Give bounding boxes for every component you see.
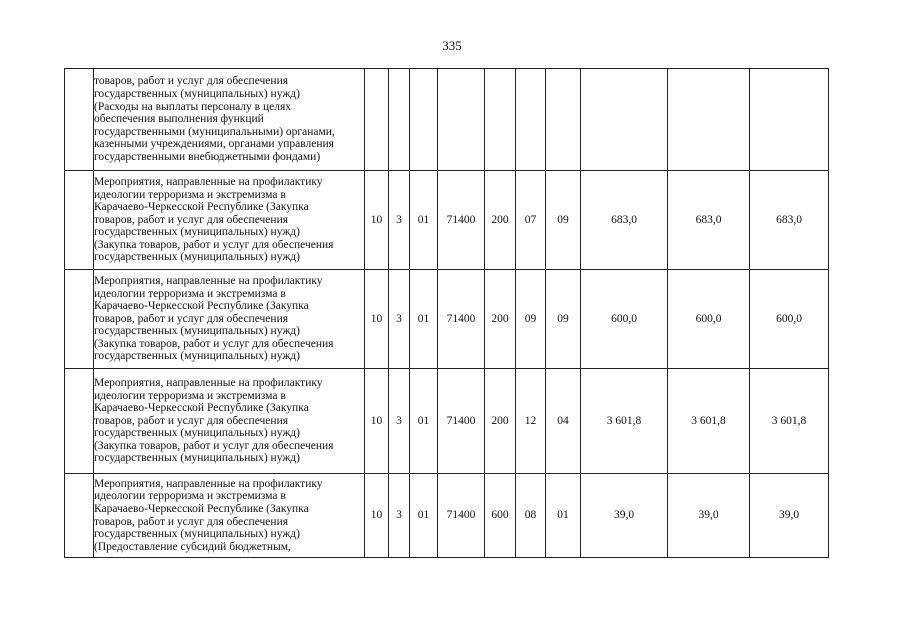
amount-cell: 3 601,8 (581, 369, 668, 474)
code-cell: 3 (389, 369, 410, 474)
code-cell: 600 (485, 474, 516, 558)
description-text: товаров, работ и услуг для обеспечения государственных (муниципальных) нужд) (Расходы на выплаты персоналу в целях обеспечения выполнения функций государственными (муниципальными) органами, казенными учреждениями, органами управления государственными внебюджетными фондами) (94, 75, 335, 163)
code-cell: 10 (365, 369, 389, 474)
code-cell (516, 69, 546, 171)
code-cell: 12 (516, 369, 546, 474)
table-row (65, 171, 829, 270)
row-marker-cell (65, 69, 94, 171)
description-cell (94, 171, 365, 270)
description-cell (94, 369, 365, 474)
code-cell: 71400 (438, 369, 485, 474)
description-text: Мероприятия, направленные на профилактику идеологии терроризма и экстремизма в Карачаево-Черкесской Республике (Закупка товаров, работ и услуг для обеспечения государственных (муниципальных) нужд) (Закупка товаров, работ и услуг для обеспечения государственных (муниципальных) нужд) (94, 175, 334, 264)
amount-cell: 600,0 (668, 270, 750, 369)
code-cell: 09 (546, 270, 581, 369)
code-cell: 3 (389, 171, 410, 270)
table-row (65, 369, 829, 474)
code-cell: 71400 (438, 474, 485, 558)
amount-cell: 683,0 (750, 171, 829, 270)
table-row (65, 69, 829, 171)
amount-cell: 39,0 (668, 474, 750, 558)
page-number: 335 (442, 38, 462, 53)
code-cell: 01 (410, 171, 438, 270)
code-cell: 3 (389, 474, 410, 558)
code-cell: 09 (546, 171, 581, 270)
code-cell: 200 (485, 171, 516, 270)
code-cell: 07 (516, 171, 546, 270)
code-cell: 71400 (438, 270, 485, 369)
amount-cell: 3 601,8 (668, 369, 750, 474)
description-cell (94, 474, 365, 558)
code-cell: 04 (546, 369, 581, 474)
code-cell: 3 (389, 270, 410, 369)
budget-table (64, 68, 829, 558)
amount-cell (581, 69, 668, 171)
amount-cell (668, 69, 750, 171)
amount-cell: 39,0 (750, 474, 829, 558)
description-text: Мероприятия, направленные на профилактику идеологии терроризма и экстремизма в Карачаево-Черкесской Республике (Закупка товаров, работ и услуг для обеспечения государственных (муниципальных) нужд) (Закупка товаров, работ и услуг для обеспечения государственных (муниципальных) нужд) (94, 376, 334, 465)
code-cell (389, 69, 410, 171)
row-marker-cell (65, 171, 94, 270)
amount-cell (750, 69, 829, 171)
amount-cell: 683,0 (668, 171, 750, 270)
code-cell: 71400 (438, 171, 485, 270)
description-text: Мероприятия, направленные на профилактику идеологии терроризма и экстремизма в Карачаево-Черкесской Республике (Закупка товаров, работ и услуг для обеспечения государственных (муниципальных) нужд) (Закупка товаров, работ и услуг для обеспечения государственных (муниципальных) нужд) (94, 274, 334, 363)
code-cell: 01 (410, 474, 438, 558)
table-row (65, 270, 829, 369)
amount-cell: 39,0 (581, 474, 668, 558)
description-cell (94, 270, 365, 369)
code-cell (546, 69, 581, 171)
amount-cell: 600,0 (750, 270, 829, 369)
table-row (65, 474, 829, 558)
row-marker-cell (65, 369, 94, 474)
code-cell (410, 69, 438, 171)
code-cell: 08 (516, 474, 546, 558)
description-cell (94, 69, 365, 171)
amount-cell: 683,0 (581, 171, 668, 270)
code-cell: 10 (365, 270, 389, 369)
code-cell: 10 (365, 171, 389, 270)
row-marker-cell (65, 270, 94, 369)
code-cell (438, 69, 485, 171)
code-cell: 09 (516, 270, 546, 369)
code-cell: 10 (365, 474, 389, 558)
code-cell: 01 (546, 474, 581, 558)
row-marker-cell (65, 474, 94, 558)
code-cell: 01 (410, 369, 438, 474)
amount-cell: 3 601,8 (750, 369, 829, 474)
code-cell: 200 (485, 369, 516, 474)
description-text: Мероприятия, направленные на профилактику идеологии терроризма и экстремизма в Карачаево-Черкесской Республике (Закупка товаров, работ и услуг для обеспечения государственных (муниципальных) нужд) (Предоставление субсидий бюджетным, (94, 477, 323, 553)
code-cell (485, 69, 516, 171)
amount-cell: 600,0 (581, 270, 668, 369)
code-cell: 01 (410, 270, 438, 369)
code-cell (365, 69, 389, 171)
code-cell: 200 (485, 270, 516, 369)
